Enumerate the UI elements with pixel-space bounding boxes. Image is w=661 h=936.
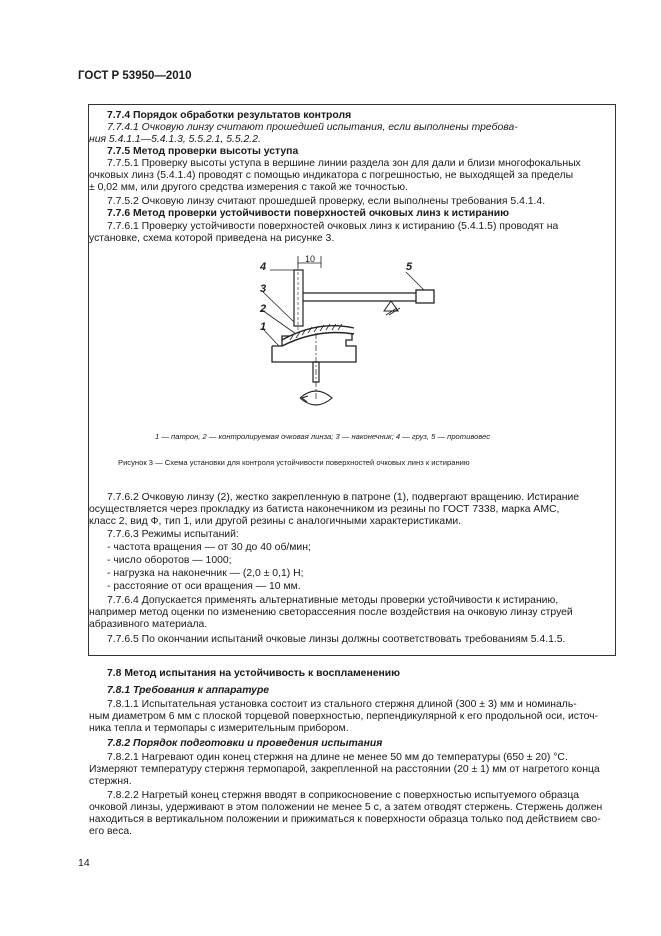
- para-7-7-5-2: 7.7.5.2 Очковую линзу считают прошедшей проверку, если выполнены требования 5.4.1.4.: [107, 196, 546, 207]
- label-5: 5: [406, 261, 413, 273]
- label-2: 2: [260, 303, 267, 315]
- para-7-7-6-2-line2: осуществляется через прокладку из батиста наконечником из резины по ГОСТ 7338, марка АМС,: [89, 504, 560, 515]
- para-7-8-1-1: 7.8.1.1 Испытательная установка состоит из стального стержня длиной (300 ± 3) мм и номиналь-: [107, 699, 577, 710]
- para-7-7-6-2-line3: класс 2, вид Ф, тип 1, или другой резины с аналогичными характеристиками.: [89, 516, 462, 527]
- pivot-support: [384, 301, 400, 315]
- para-7-7-6-1: 7.7.6.1 Проверку устойчивости поверхностей очковых линз к истиранию (5.4.1.5) проводят на: [107, 221, 559, 232]
- figure-caption: Рисунок 3 — Схема установки для контроля устойчивости поверхностей очковых линз к истиранию: [118, 458, 470, 467]
- para-7-8-2-1-line3: стержня.: [89, 776, 132, 787]
- dimension-10mm: [298, 254, 321, 268]
- document-code: ГОСТ Р 53950—2010: [78, 70, 192, 82]
- para-7-8-2-2: 7.8.2.2 Нагретый конец стержня вводят в соприкосновение с поверхностью испытуемого образца: [107, 790, 580, 801]
- chuck-holder: [272, 333, 356, 400]
- para-7-7-6-5: 7.7.6.5 По окончании испытаний очковые линзы должны соответствовать требованиям 5.4.1.5.: [107, 634, 566, 645]
- para-7-7-5-1-line2: очковых линз (5.4.1.4) проводят с помощью индикатора с погрешностью, не выходящей за пределы: [89, 170, 574, 181]
- section-7-7-5-title: 7.7.5 Метод проверки высоты уступа: [107, 146, 299, 157]
- label-3: 3: [260, 283, 267, 295]
- para-7-7-6-3: 7.7.6.3 Режимы испытаний:: [107, 529, 239, 540]
- section-7-8-2-title: 7.8.2 Порядок подготовки и проведения испытания: [107, 738, 383, 749]
- mode-item: - частота вращения — от 30 до 40 об/мин;: [107, 542, 311, 553]
- para-7-7-6-2: 7.7.6.2 Очковую линзу (2), жестко закрепленную в патроне (1), подвергают вращению. Истирание: [107, 492, 580, 503]
- page-number: 14: [78, 857, 90, 869]
- para-7-8-2-1-line2: Измеряют температуру стержня термопарой, закрепленной на расстоянии (20 ± 1) мм от нагретого конца: [89, 764, 600, 775]
- para-7-7-6-4: 7.7.6.4 Допускается применять альтернативные методы проверки устойчивости к истиранию,: [107, 595, 559, 606]
- para-7-8-1-1-line2: ным диаметром 6 мм с плоской торцевой поверхностью, перпендикулярной к его продольной оси, источ-: [89, 711, 599, 722]
- test-lens: [282, 324, 354, 346]
- para-7-7-4-1: 7.7.4.1 Очковую линзу считают прошедшей испытания, если выполнены требова-: [107, 122, 518, 133]
- weight-rod: [294, 262, 303, 330]
- label-4: 4: [260, 261, 267, 273]
- figure-legend: 1 — патрон, 2 — контролируемая очковая линза; 3 — наконечник; 4 — груз, 5 — противовес: [155, 432, 491, 441]
- label-1: 1: [260, 321, 267, 333]
- para-7-7-6-4-line2: например метод оценки по изменению светорассеяния после воздействия на очковую линзу струей: [89, 607, 573, 618]
- mode-item: - число оборотов — 1000;: [107, 555, 232, 566]
- lever-arm: [303, 293, 416, 301]
- para-7-7-5-1: 7.7.5.1 Проверку высоты уступа в вершине линии раздела зон для дали и близи многофокальных: [107, 158, 581, 169]
- para-7-8-2-2-line2: очковой линзы, удерживают в этом положении не менее 5 с, а затем отводят стержень. Стержень должен: [89, 802, 603, 813]
- mode-item: - расстояние от оси вращения — 10 мм.: [107, 581, 301, 592]
- para-7-7-6-4-line3: абразивного материала.: [89, 619, 208, 630]
- counterweight: [416, 290, 434, 303]
- para-7-8-2-1: 7.8.2.1 Нагревают один конец стержня на длине не менее 50 мм до температуры (650 ± 20) °С.: [107, 752, 568, 763]
- section-7-7-6-title: 7.7.6 Метод проверки устойчивости поверхностей очковых линз к истиранию: [107, 208, 509, 219]
- mode-item: - нагрузка на наконечник — (2,0 ± 0,1) Н;: [107, 568, 304, 579]
- figure-3-abrasion-rig: [250, 252, 450, 422]
- para-7-7-4-1-cont: ния 5.4.1.1—5.4.1.3, 5.5.2.1, 5.5.2.2.: [89, 134, 261, 145]
- para-7-7-6-1-line2: установке, схема которой приведена на рисунке 3.: [89, 233, 335, 244]
- section-7-8-title: 7.8 Метод испытания на устойчивость к воспламенению: [107, 668, 401, 679]
- dim-label: 10: [305, 254, 316, 264]
- para-7-8-2-2-line4: его веса.: [89, 826, 133, 837]
- section-7-7-4-title: 7.7.4 Порядок обработки результатов контроля: [107, 110, 352, 121]
- section-7-8-1-title: 7.8.1 Требования к аппаратуре: [107, 685, 270, 696]
- para-7-7-5-1-line3: ± 0,02 мм, или другого средства измерения с такой же точностью.: [89, 182, 408, 193]
- para-7-8-2-2-line3: находиться в вертикальном положении и прижиматься к поверхности образца только под действием сво-: [89, 814, 601, 825]
- para-7-8-1-1-line3: ника тепла и термопары с измерительным прибором.: [89, 723, 349, 734]
